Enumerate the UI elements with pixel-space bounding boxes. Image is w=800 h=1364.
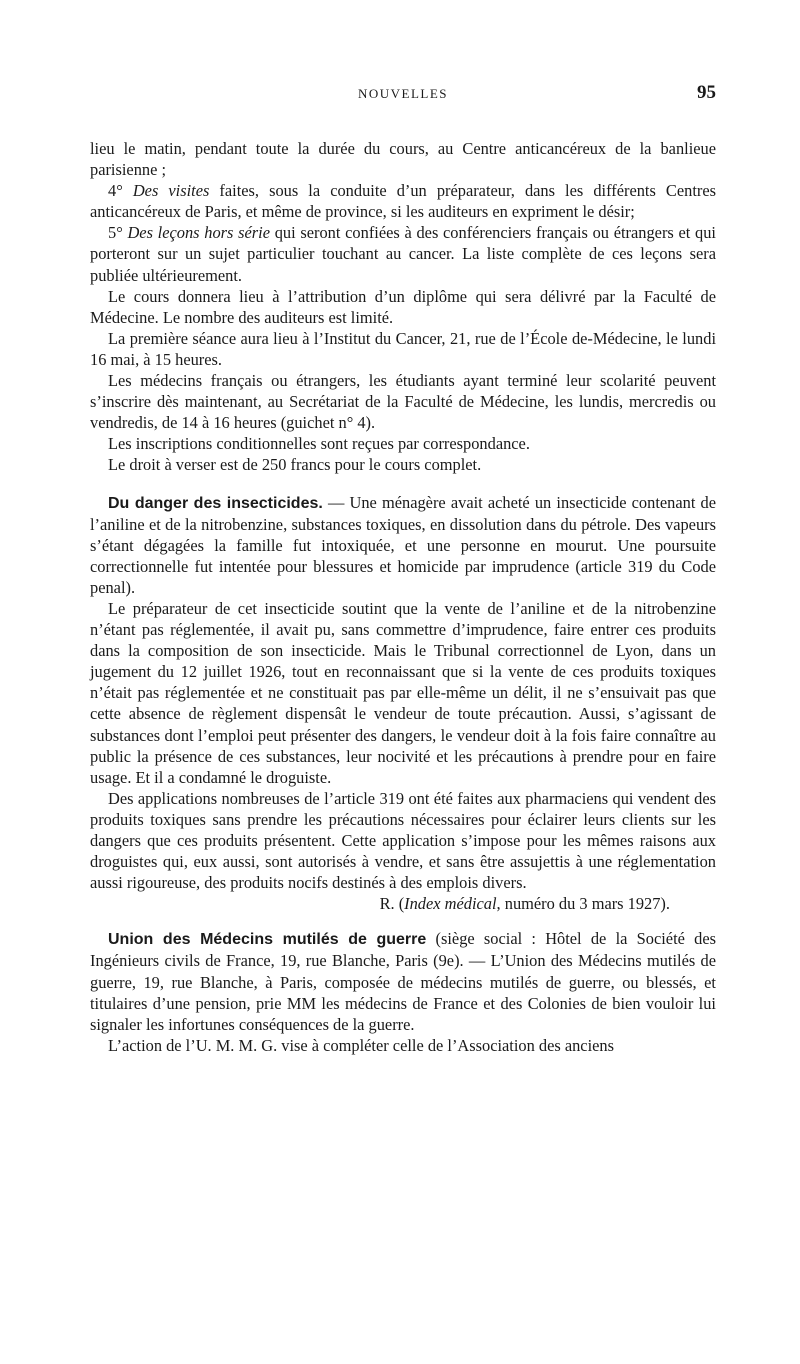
- article-body: [90, 138, 716, 1056]
- list-number: 4°: [108, 181, 133, 201]
- citation-text: , numéro du 3 mars 1927).: [496, 894, 670, 914]
- paragraph: [90, 180, 716, 222]
- section-title: Du danger des insecticides.: [108, 494, 323, 512]
- paragraph-text: — Une ménagère avait acheté un insecticide contenant de l’aniline et de la nitrobenzine, substances toxiques, en dissolution dans du pétrole. Des vapeurs s’étant dégagées la famille fut intoxiquée, et une personne en mourut. Une poursuite correctionnelle fut intentée pour blessures et homicide par imprudence (article 319 du Code penal).: [90, 492, 716, 597]
- paragraph: [90, 492, 716, 598]
- running-head: NOUVELLES: [357, 86, 449, 101]
- paragraph: [90, 928, 716, 1034]
- section-gap: [90, 476, 716, 492]
- page-number: 95: [697, 82, 716, 103]
- journal-title: Index médical: [404, 894, 497, 914]
- paragraph: Le cours donnera lieu à l’attribution d’un diplôme qui sera délivré par la Faculté de Médecine. Le nombre des auditeurs est limité.: [90, 286, 716, 327]
- citation: [90, 893, 716, 914]
- paragraph: Les médecins français ou étrangers, les étudiants ayant terminé leur scolarité peuvent s’inscrire dès maintenant, au Secrétariat de la Faculté de Médecine, les lundis, mercredis ou vendredis, de 14 à 16 heures (guichet n° 4).: [90, 371, 716, 433]
- paragraph: Des applications nombreuses de l’article 319 ont été faites aux pharmaciens qui vendent des produits toxiques sans prendre les précautions nécessaires pour éclairer leurs clients sur les dangers que ces produits présentent. Cette application s’impose pour les mêmes raisons aux droguistes qui, eux aussi, sont autorisés à vendre, et sans être assujettis à une réglementation aussi rigoureuse, des produits nocifs destinés à des emplois divers.: [90, 788, 716, 893]
- paragraph: La première séance aura lieu à l’Institut du Cancer, 21, rue de l’École de-Médecine, le lundi 16 mai, à 15 heures.: [90, 328, 716, 369]
- paragraph-text: (siège social : Hôtel de la Société des Ingénieurs civils de France, 19, rue Blanche, Paris (9e). — L’Union des Médecins mutilés de guerre, 19, rue Blanche, à Paris, composée de médecins mutilés de guerre, ou blessés, et titulaires d’une pension, prie MM les médecins de France et des Colonies de bien vouloir lui signaler les infortunes conséquences de la guerre.: [90, 929, 717, 1034]
- section-gap: [90, 914, 716, 928]
- paragraph: L’action de l’U. M. M. G. vise à compléter celle de l’Association des anciens: [108, 1035, 614, 1055]
- page-header: [90, 82, 716, 106]
- paragraph: Le droit à verser est de 250 francs pour le cours complet.: [108, 455, 482, 475]
- paragraph-text: qui seront confiées à des conférenciers français ou étrangers et qui porteront sur un sujet particulier touchant au cancer. La liste complète de ces leçons sera publiée ultérieurement.: [90, 223, 716, 285]
- paragraph: Les inscriptions conditionnelles sont reçues par correspondance.: [108, 434, 530, 454]
- paragraph: Le préparateur de cet insecticide soutint que la vente de l’aniline et de la nitrobenzine n’étant pas réglementée, il avait pu, sans commettre d’imprudence, faire entrer ces produits dans la composition de son insecticide. Mais le Tribunal correctionnel de Lyon, dans un jugement du 12 juillet 1926, tout en reconnaissant que si la vente de ces produits toxiques n’était pas réglementée et ne constituait pas par elle-même un délit, il ne s’ensuivait pas que cette absence de règlement dispensât le vendeur de toute précaution. Aussi, s’agissant de substances dont l’emploi peut présenter des dangers, le vendeur doit à la fois faire connaître au public la présence de ces substances, leur nocivité et les précautions à prendre pour en faire usage. Et il a condamné le droguiste.: [90, 598, 716, 787]
- section-title: Union des Médecins mutilés de guerre: [108, 931, 427, 949]
- list-number: 5°: [108, 223, 128, 243]
- paragraph: lieu le matin, pendant toute la durée du cours, au Centre anticancéreux de la banlieue parisienne ;: [90, 139, 716, 180]
- italic-phrase: Des leçons hors série: [127, 223, 270, 243]
- paragraph-text: faites, sous la conduite d’un préparateur, dans les différents Centres anticancéreux de Paris, et même de province, si les auditeurs en expriment le désir;: [90, 181, 716, 222]
- citation-text: R. (: [379, 894, 405, 914]
- paragraph: [90, 222, 716, 285]
- italic-phrase: Des visites: [132, 181, 210, 201]
